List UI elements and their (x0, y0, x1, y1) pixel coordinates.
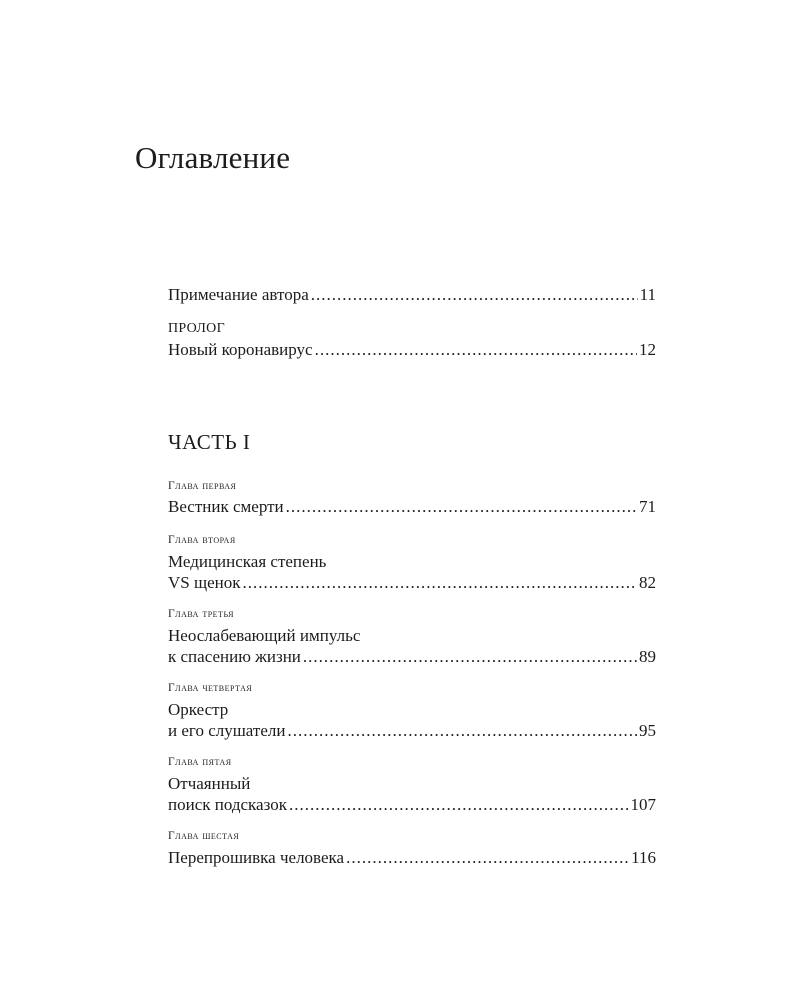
toc-entry-author-note[interactable] (168, 284, 656, 305)
toc-entry-title-line[interactable]: Неослабевающий импульс (168, 626, 361, 645)
dot-leader (286, 496, 637, 517)
part-heading: ЧАСТЬ I (168, 430, 251, 454)
toc-entry-page: 95 (639, 721, 656, 740)
toc-entry-title: Вестник смерти (168, 497, 284, 516)
toc-entry-page: 82 (639, 573, 656, 592)
toc-entry-page: 71 (639, 497, 656, 516)
chapter-label: Глава четвертая (168, 682, 253, 694)
toc-front-matter (168, 284, 656, 305)
toc-chapter-1 (168, 478, 656, 517)
toc-chapter-5 (168, 754, 656, 815)
toc-entry-title: к спасению жизни (168, 647, 301, 666)
toc-entry-page: 89 (639, 647, 656, 666)
chapter-label: Глава вторая (168, 534, 236, 546)
dot-leader (242, 572, 637, 593)
toc-entry-chapter-6[interactable] (168, 847, 656, 868)
toc-entry-prologue[interactable] (168, 339, 656, 360)
toc-entry-title-line[interactable]: Отчаянный (168, 774, 251, 793)
toc-entry-page: 12 (639, 340, 656, 359)
page-title: Оглавление (135, 140, 291, 175)
toc-entry-title: Перепрошивка человека (168, 848, 345, 867)
toc-chapter-2 (168, 532, 656, 593)
toc-entry-title: Новый коронавирус (168, 340, 313, 359)
toc-entry-chapter-5[interactable] (168, 794, 656, 815)
chapter-label: Глава пятая (168, 756, 232, 768)
chapter-label: Глава первая (168, 480, 237, 492)
toc-chapter-6 (168, 828, 656, 868)
dot-leader (289, 794, 629, 815)
toc-entry-title: и его слушатели (168, 721, 286, 740)
toc-entry-page: 116 (631, 848, 656, 867)
toc-entry-chapter-4[interactable] (168, 720, 656, 741)
toc-entry-chapter-3[interactable] (168, 646, 656, 667)
toc-entry-title: Примечание автора (168, 285, 309, 304)
dot-leader (315, 339, 637, 360)
toc-entry-chapter-2[interactable] (168, 572, 656, 593)
chapter-label: Глава шестая (168, 830, 240, 842)
toc-entry-title-line[interactable]: Медицинская степень (168, 552, 327, 571)
dot-leader (311, 284, 638, 305)
toc-entry-title-line[interactable]: Оркестр (168, 700, 229, 719)
toc-chapter-4 (168, 680, 656, 741)
toc-entry-title: VS щенок (168, 573, 241, 592)
chapter-label: Глава третья (168, 608, 234, 620)
toc-entry-page: 107 (630, 795, 656, 814)
toc-chapter-3 (168, 606, 656, 667)
toc-prologue (168, 319, 656, 360)
toc-entry-title: поиск подсказок (168, 795, 287, 814)
dot-leader (287, 720, 637, 741)
toc-entry-page: 11 (639, 285, 656, 304)
dot-leader (303, 646, 637, 667)
prologue-label: ПРОЛОГ (168, 321, 225, 336)
dot-leader (346, 847, 629, 868)
toc-entry-chapter-1[interactable] (168, 496, 656, 517)
